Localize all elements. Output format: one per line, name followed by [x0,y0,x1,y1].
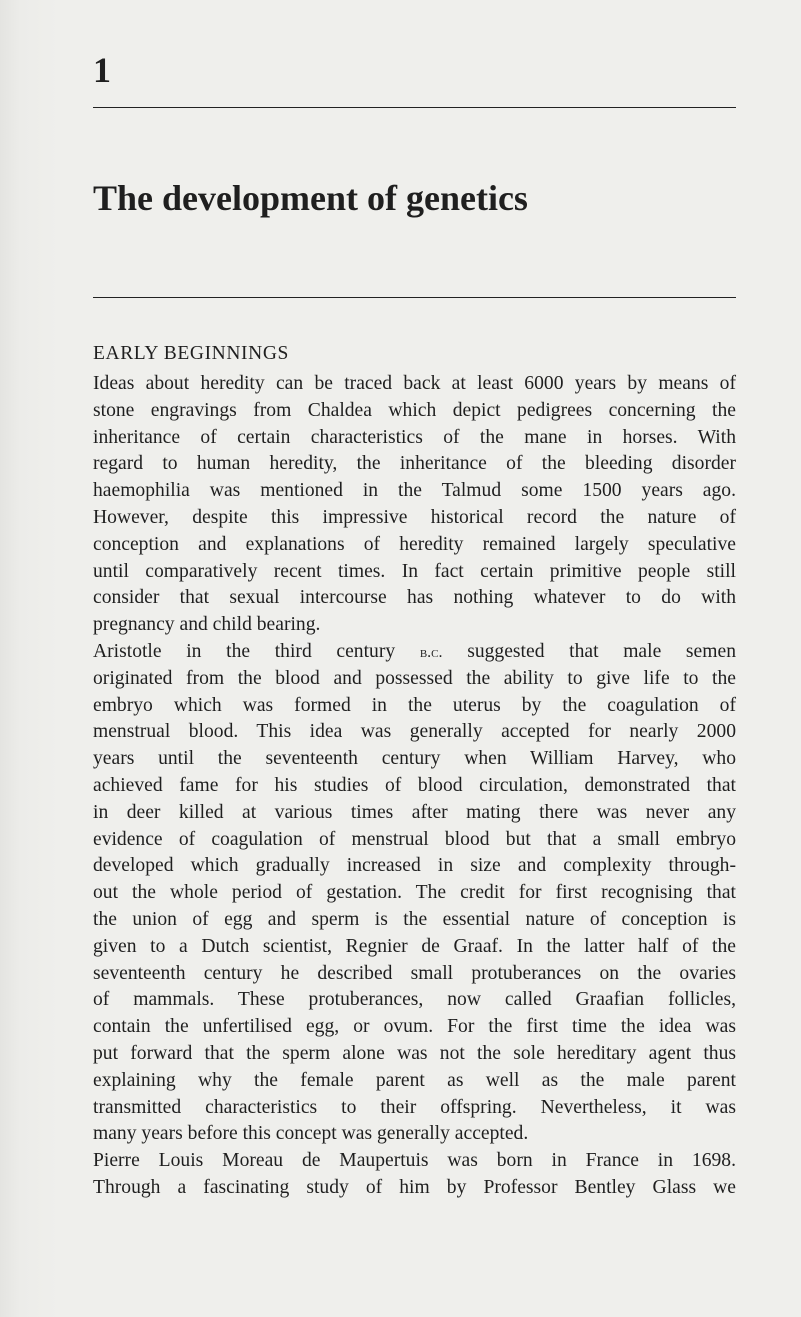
paragraph-2-line: put forward that the sperm alone was not the sole hereditary agent thus [93,1042,736,1064]
paragraph-2-line: evidence of coagulation of menstrual blood but that a small embryo [93,828,736,850]
paragraph-1-line: stone engravings from Chaldea which depict pedigrees concerning the [93,399,736,421]
paragraph-1-line: conception and explanations of heredity remained largely speculative [93,533,736,555]
paragraph-2-line: in deer killed at various times after mating there was never any [93,801,736,823]
paragraph-2-line: developed which gradually increased in size and complexity through- [93,855,736,877]
paragraph-2-line: contain the unfertilised egg, or ovum. For the first time the idea was [93,1016,736,1038]
paragraph-3-line: Through a fascinating study of him by Professor Bentley Glass we [93,1176,736,1198]
chapter-number: 1 [93,50,111,90]
paragraph-1-line: Ideas about heredity can be traced back at least 6000 years by means of [93,373,736,394]
paragraph-2-line: out the whole period of gestation. The credit for first recognising that [93,882,736,904]
paragraph-2-line: explaining why the female parent as well as the male parent [93,1069,736,1091]
paragraph-2-line: years until the seventeenth century when William Harvey, who [93,748,736,770]
paragraph-2-text: suggested that male semen [442,640,736,662]
paragraph-1-line: inheritance of certain characteristics of the mane in horses. With [93,426,736,448]
top-rule [93,107,736,108]
era-abbreviation: b.c. [419,643,443,661]
paragraph-3-line: Pierre Louis Moreau de Maupertuis was born in France in 1698. [93,1150,736,1172]
paragraph-2-line: embryo which was formed in the uterus by the coagulation of [93,694,736,716]
paragraph-1-line: However, despite this impressive historical record the nature of [93,506,736,528]
paragraph-1-line: until comparatively recent times. In fact certain primitive people still [93,560,736,582]
paragraph-2-line: transmitted characteristics to their offspring. Nevertheless, it was [93,1096,736,1118]
paragraph-2-line: menstrual blood. This idea was generally accepted for nearly 2000 [93,721,736,743]
paragraph-2-line: seventeenth century he described small protuberances on the ovaries [93,962,736,984]
paragraph-2-line: originated from the blood and possessed the ability to give life to the [93,667,736,689]
paragraph-2-line: achieved fame for his studies of blood circulation, demonstrated that [93,774,736,796]
paragraph-2-line: the union of egg and sperm is the essential nature of conception is [93,908,736,930]
paragraph-2-text: Aristotle in the third century [93,640,420,662]
paragraph-2-line: many years before this concept was generally accepted. [93,1123,529,1145]
paragraph-2-line: given to a Dutch scientist, Regnier de Graaf. In the latter half of the [93,935,736,957]
paragraph-1-line: consider that sexual intercourse has nothing whatever to do with [93,587,736,609]
paragraph-2-first-line [93,639,736,666]
section-heading: EARLY BEGINNINGS [93,343,289,364]
chapter-title: The development of genetics [93,178,528,218]
paragraph-2-line: of mammals. These protuberances, now called Graafian follicles, [93,989,736,1011]
paragraph-1-line: haemophilia was mentioned in the Talmud some 1500 years ago. [93,480,736,502]
paragraph-1-line: regard to human heredity, the inheritance of the bleeding disorder [93,453,736,475]
body-text [93,371,736,1202]
bottom-rule [93,297,736,298]
paragraph-1-line: pregnancy and child bearing. [93,614,321,636]
